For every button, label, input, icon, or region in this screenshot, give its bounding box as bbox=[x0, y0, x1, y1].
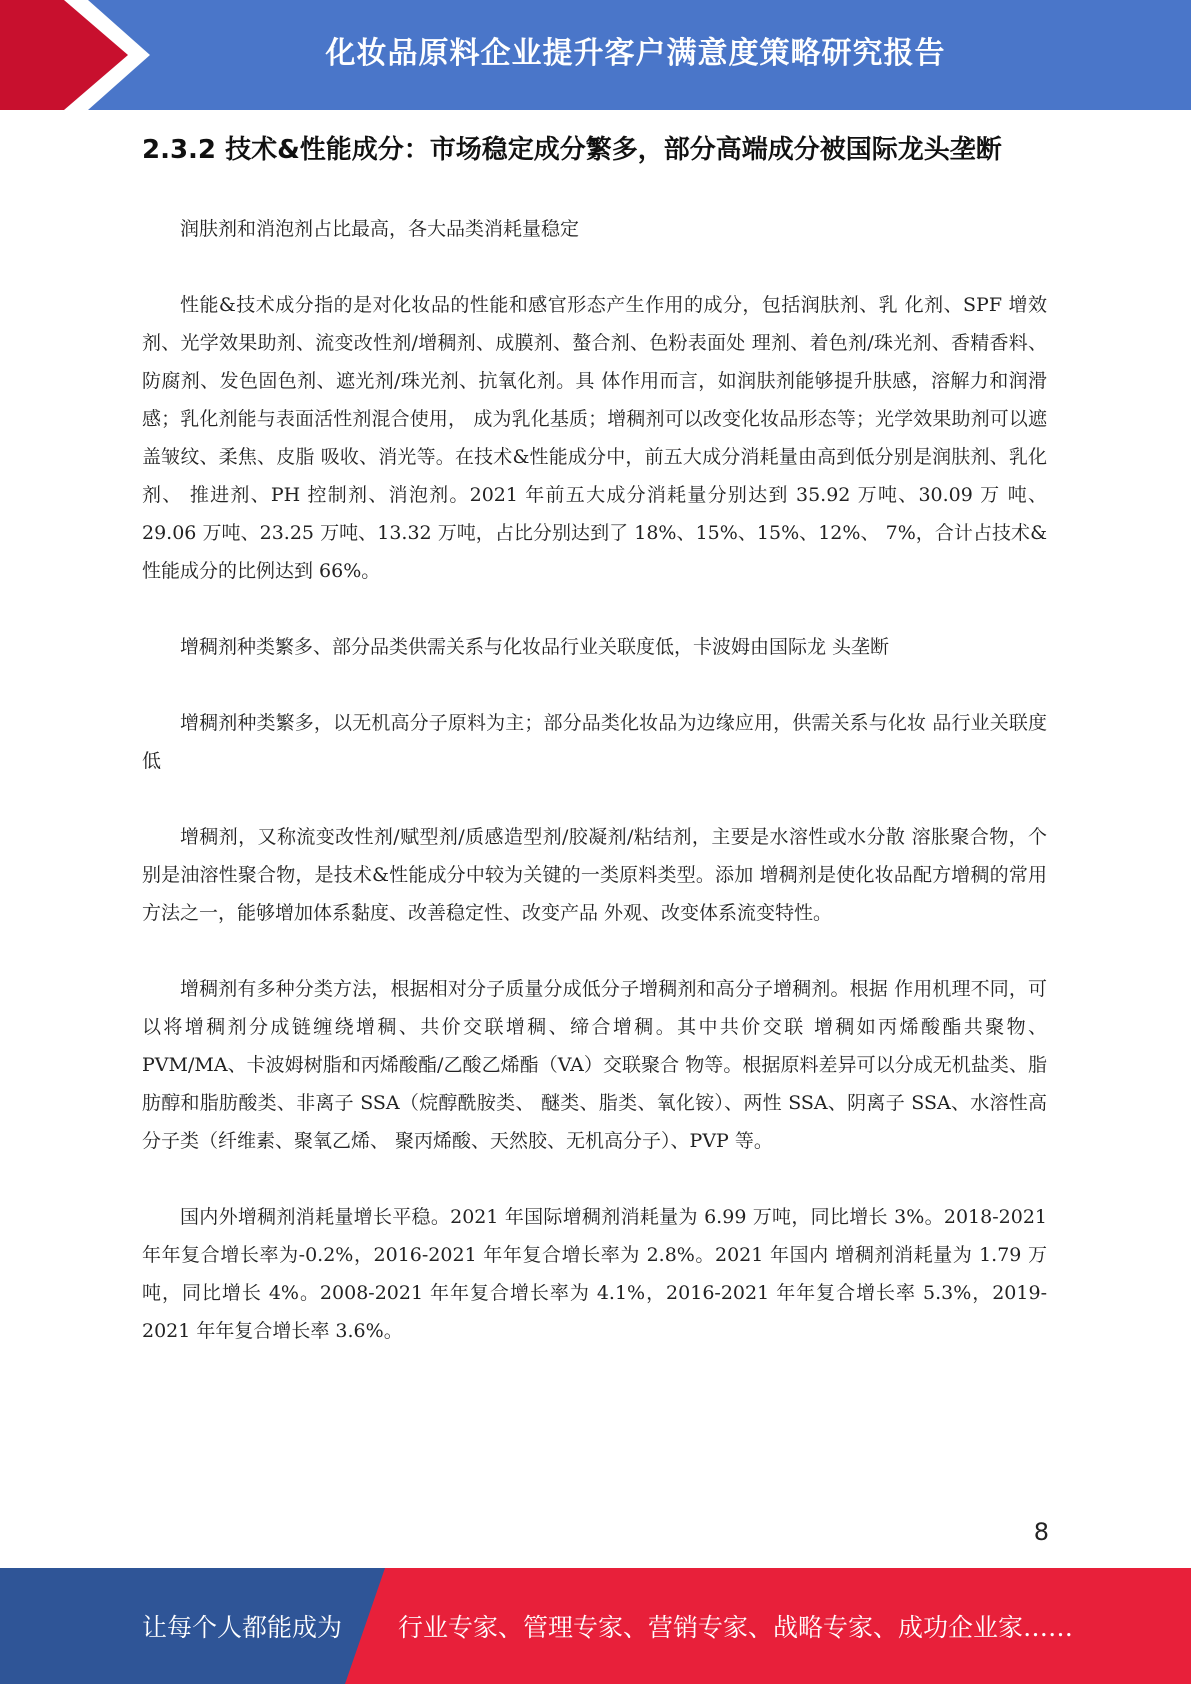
paragraph-body-1: 性能&技术成分指的是对化妆品的性能和感官形态产生作用的成分，包括润肤剂、乳 化剂、SPF 增效剂、光学效果助剂、流变改性剂/增稠剂、成膜剂、螯合剂、色粉表面处 理剂、着色剂/珠光剂、香精香料、防腐剂、发色固色剂、遮光剂/珠光剂、抗氧化剂。具 体作用而言，如润肤剂能够提升肤感，溶解力和润滑感；乳化剂能与表面活性剂混合使用， 成为乳化基质；增稠剂可以改变化妆品形态等；光学效果助剂可以遮盖皱纹、柔焦、皮脂 吸收、消光等。在技术&性能成分中，前五大成分消耗量由高到低分别是润肤剂、乳化剂、 推进剂、PH 控制剂、消泡剂。2021 年前五大成分消耗量分别达到 35.92 万吨、30.09 万 吨、29.06 万吨、23.25 万吨、13.32 万吨，占比分别达到了 18%、15%、15%、12%、 7%，合计占技术&性能成分的比例达到 66%。 bbox=[142, 294, 1047, 582]
paragraph-subheading-3: 增稠剂种类繁多，以无机高分子原料为主；部分品类化妆品为边缘应用，供需关系与化妆 品行业关联度低 bbox=[142, 712, 1047, 772]
footer-slogan-right: 行业专家、管理专家、营销专家、战略专家、成功企业家…… bbox=[398, 1613, 1074, 1642]
paragraph-subheading-2: 增稠剂种类繁多、部分品类供需关系与化妆品行业关联度低，卡波姆由国际龙 头垄断 bbox=[180, 636, 890, 658]
page-footer bbox=[0, 1568, 1191, 1684]
paragraph-body-3: 增稠剂有多种分类方法，根据相对分子质量分成低分子增稠剂和高分子增稠剂。根据 作用机理不同，可以将增稠剂分成链缠绕增稠、共价交联增稠、缔合增稠。其中共价交联 增稠如丙烯酸酯共聚物、PVM/MA、卡波姆树脂和丙烯酸酯/乙酸乙烯酯（VA）交联聚合 物等。根据原料差异可以分成无机盐类、脂肪醇和脂肪酸类、非离子 SSA（烷醇酰胺类、 醚类、脂类、氧化铵）、两性 SSA、阴离子 SSA、水溶性高分子类（纤维素、聚氧乙烯、 聚丙烯酸、天然胶、无机高分子）、PVP 等。 bbox=[142, 978, 1047, 1152]
page-header bbox=[0, 0, 1191, 110]
page-number: 8 bbox=[1033, 1518, 1049, 1546]
paragraph-body-2: 增稠剂，又称流变改性剂/赋型剂/质感造型剂/胶凝剂/粘结剂，主要是水溶性或水分散 溶胀聚合物，个别是油溶性聚合物，是技术&性能成分中较为关键的一类原料类型。添加 增稠剂是使化妆品配方增稠的常用方法之一，能够增加体系黏度、改善稳定性、改变产品 外观、改变体系流变特性。 bbox=[142, 826, 1047, 924]
paragraph-body-4: 国内外增稠剂消耗量增长平稳。2021 年国际增稠剂消耗量为 6.99 万吨，同比增长 3%。2018-2021 年年复合增长率为-0.2%，2016-2021 年年复合增长率为 2.8%。2021 年国内 增稠剂消耗量为 1.79 万吨，同比增长 4%。2008-2021 年年复合增长率为 4.1%，2016-2021 年年复合增长率 5.3%，2019-2021 年年复合增长率 3.6%。 bbox=[142, 1206, 1047, 1342]
report-title: 化妆品原料企业提升客户满意度策略研究报告 bbox=[325, 36, 946, 71]
paragraph-subheading-1: 润肤剂和消泡剂占比最高，各大品类消耗量稳定 bbox=[180, 218, 580, 240]
page-content bbox=[142, 130, 1047, 1388]
footer-slogan-left: 让每个人都能成为 bbox=[142, 1613, 343, 1642]
section-heading: 2.3.2 技术&性能成分：市场稳定成分繁多，部分高端成分被国际龙头垄断 bbox=[142, 135, 1002, 165]
